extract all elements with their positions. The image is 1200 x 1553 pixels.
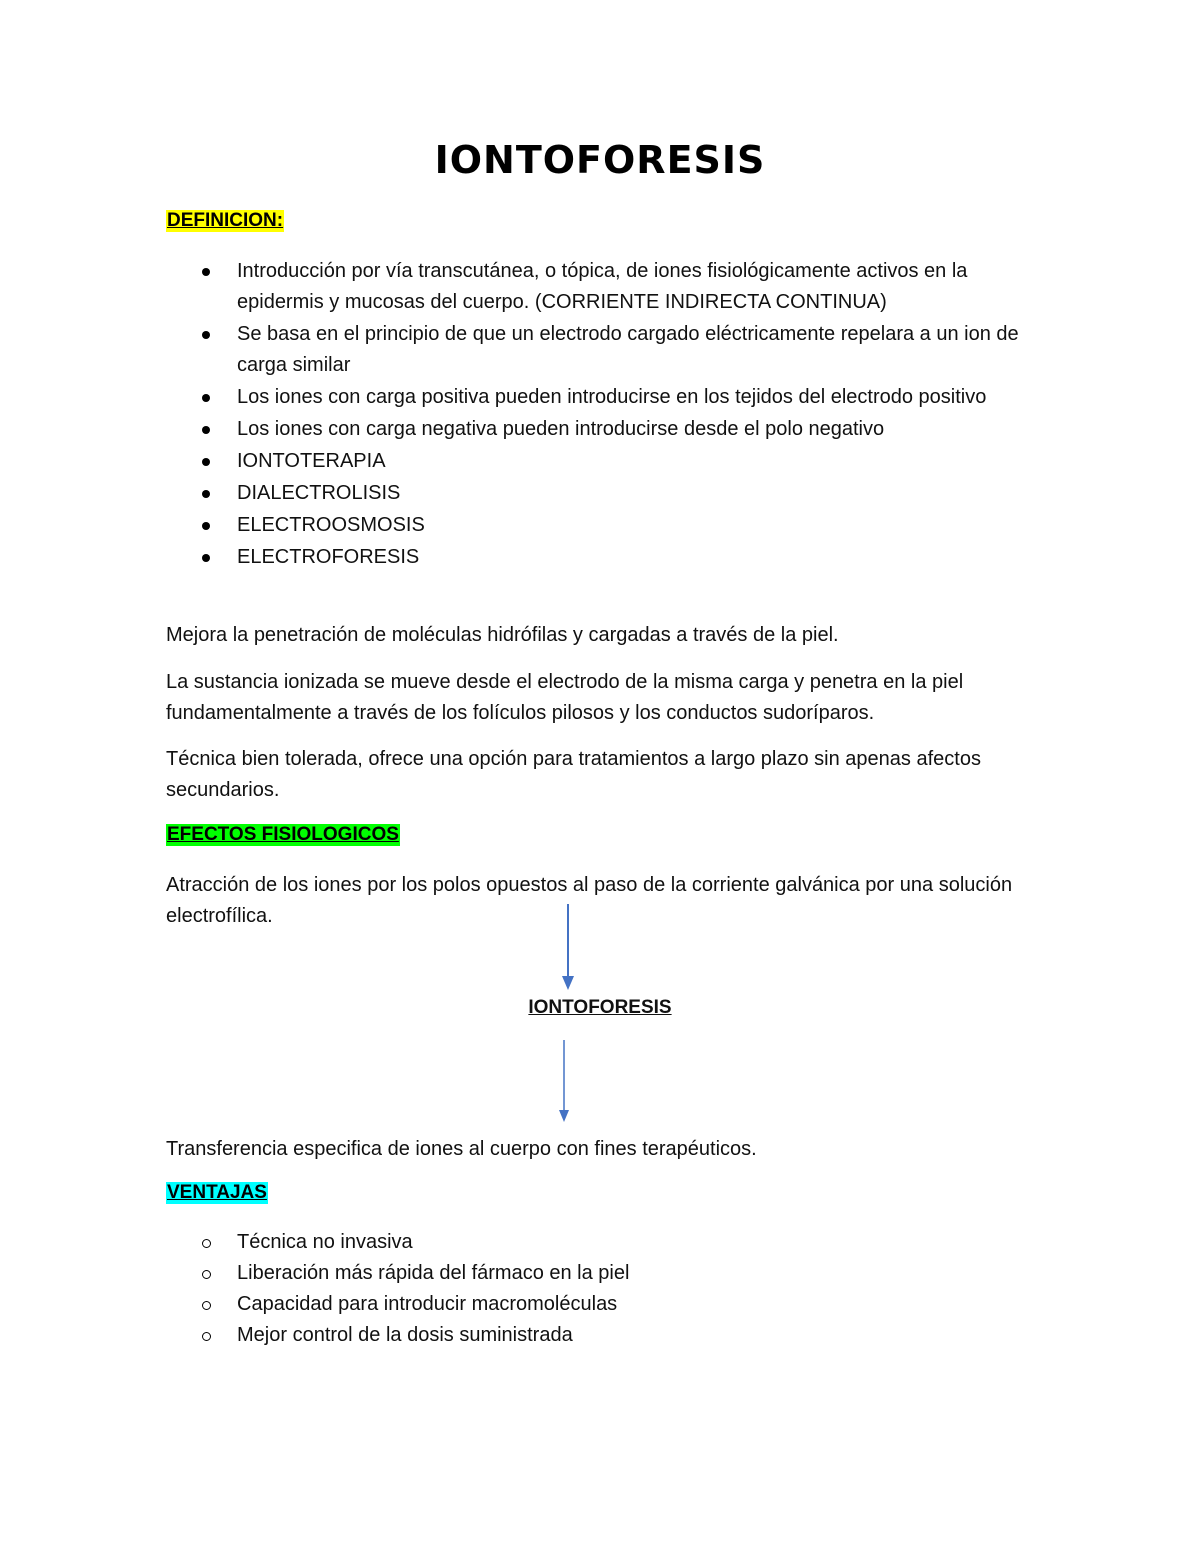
list-item: IONTOTERAPIA: [237, 450, 386, 472]
center-label: IONTOFORESIS: [528, 997, 672, 1018]
down-arrow-icon: [554, 1040, 574, 1124]
paragraph: Mejora la penetración de moléculas hidrófilas y cargadas a través de la piel.: [166, 624, 839, 646]
definicion-heading: DEFINICION:: [167, 210, 284, 231]
list-item: ELECTROOSMOSIS: [237, 514, 425, 536]
document-title: IONTOFORESIS: [434, 138, 766, 182]
list-item: Técnica no invasiva: [237, 1231, 413, 1253]
list-item: Introducción por vía transcutánea, o tópica, de iones fisiológicamente activos en la epidermis y mucosas del cuerpo. (CORRIENTE INDIRECTA CONTINUA): [237, 260, 968, 313]
paragraph: La sustancia ionizada se mueve desde el electrodo de la misma carga y penetra en la piel fundamentalmente a través de los folículos pilosos y los conductos sudoríparos.: [166, 671, 964, 724]
down-arrow-icon: [558, 904, 578, 990]
list-item: Se basa en el principio de que un electrodo cargado eléctricamente repelara a un ion de carga similar: [237, 323, 1019, 376]
efectos-result: Transferencia especifica de iones al cuerpo con fines terapéuticos.: [166, 1138, 757, 1160]
efectos-text: Atracción de los iones por los polos opuestos al paso de la corriente galvánica por una solución electrofílica.: [166, 874, 1013, 927]
paragraph: Técnica bien tolerada, ofrece una opción para tratamientos a largo plazo sin apenas afectos secundarios.: [166, 748, 981, 801]
list-item: Los iones con carga positiva pueden introducirse en los tejidos del electrodo positivo: [237, 386, 987, 408]
ventajas-list: [166, 1227, 1046, 1351]
ventajas-heading: VENTAJAS: [167, 1182, 267, 1203]
efectos-heading: EFECTOS FISIOLOGICOS: [167, 824, 399, 845]
list-item: Mejor control de la dosis suministrada: [237, 1324, 573, 1346]
definicion-list: [166, 256, 1046, 574]
list-item: ELECTROFORESIS: [237, 546, 420, 568]
list-item: Liberación más rápida del fármaco en la piel: [237, 1262, 630, 1284]
list-item: Los iones con carga negativa pueden introducirse desde el polo negativo: [237, 418, 885, 440]
list-item: Capacidad para introducir macromoléculas: [237, 1293, 618, 1315]
list-item: DIALECTROLISIS: [237, 482, 401, 504]
